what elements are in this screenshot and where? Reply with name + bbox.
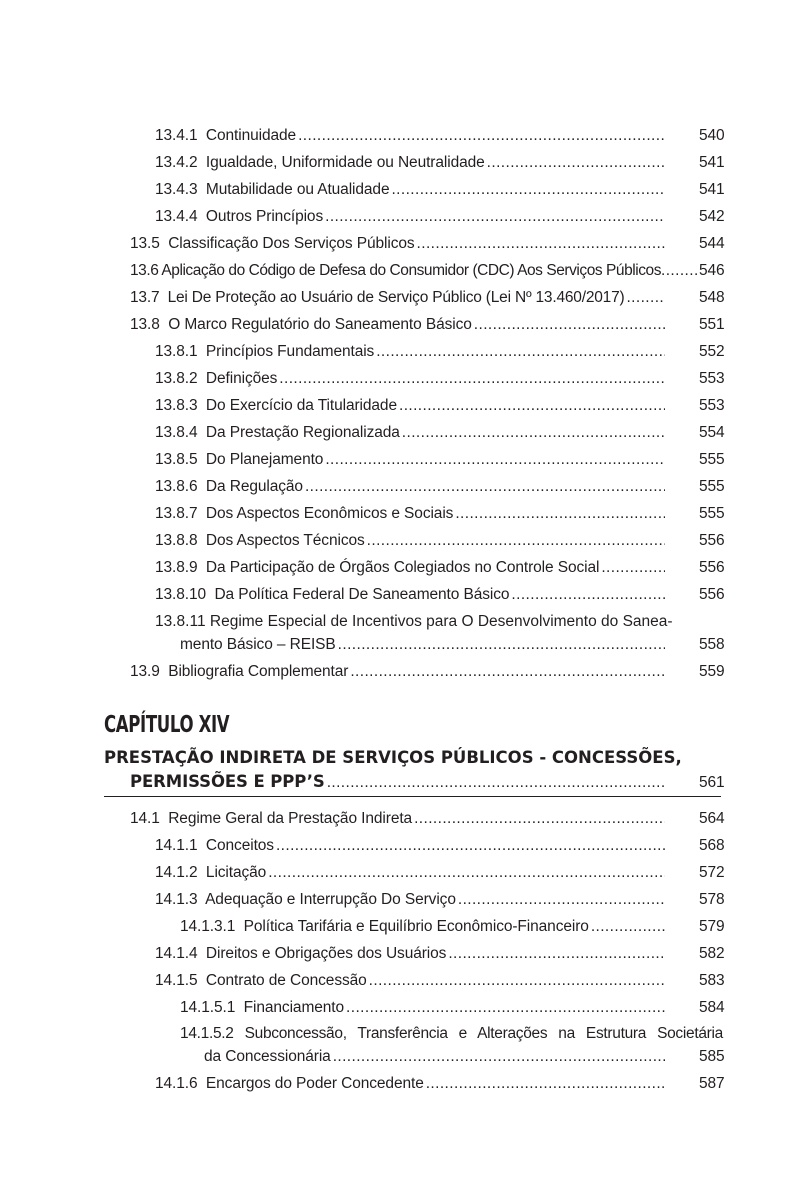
toc-entry[interactable] xyxy=(130,658,723,685)
chapter-label: CAPÍTULO XIV xyxy=(104,712,230,738)
dot-leader xyxy=(426,1070,665,1097)
toc-entry-page: 578 xyxy=(699,891,725,908)
toc-entry-title: Da Participação de Órgãos Colegiados no Controle Social xyxy=(205,559,600,576)
toc-entry-page: 541 xyxy=(699,181,725,198)
dot-leader xyxy=(474,311,665,338)
toc-entry[interactable] xyxy=(155,527,723,554)
toc-entry-number: 13.8.2 xyxy=(155,370,198,387)
toc-entry-page: 551 xyxy=(699,316,725,333)
toc-entry[interactable] xyxy=(180,994,723,1021)
toc-entry[interactable] xyxy=(155,365,723,392)
toc-entry-page: 556 xyxy=(699,586,725,603)
dot-leader xyxy=(448,940,665,967)
dot-leader xyxy=(369,967,665,994)
toc-entry-title: Aplicação do Código de Defesa do Consumidor (CDC) Aos Serviços Públicos xyxy=(161,262,662,279)
toc-entry-number: 13.8.9 xyxy=(155,559,198,576)
toc-entry[interactable] xyxy=(180,631,723,658)
toc-entry-title: Dos Aspectos Técnicos xyxy=(205,532,365,549)
chapter-toc-entry[interactable] xyxy=(130,768,723,795)
toc-entry-title: Adequação e Interrupção Do Serviço xyxy=(205,891,456,908)
toc-entry-number: 13.4.3 xyxy=(155,181,198,198)
toc-entry-page: 564 xyxy=(699,810,725,827)
dot-leader xyxy=(511,581,665,608)
toc-entry-title: Direitos e Obrigações dos Usuários xyxy=(205,945,447,962)
toc-entry-title: Mutabilidade ou Atualidade xyxy=(205,181,390,198)
toc-entry[interactable] xyxy=(155,122,723,149)
toc-entry-page: 583 xyxy=(699,972,725,989)
toc-entry-title: Classificação Dos Serviços Públicos xyxy=(168,235,415,252)
toc-entry-title: Igualdade, Uniformidade ou Neutralidade xyxy=(205,154,485,171)
toc-entry-number: 14.1.5.2 xyxy=(180,1025,234,1042)
toc-entry-number: 13.6 xyxy=(130,262,159,279)
toc-entry[interactable] xyxy=(155,554,723,581)
toc-entry[interactable] xyxy=(130,311,723,338)
toc-entry-title: Regime Especial de Incentivos para O Desenvolvimento do Sanea- xyxy=(209,613,673,630)
toc-entry-page: 554 xyxy=(699,424,725,441)
toc-entry-title: Bibliografia Complementar xyxy=(168,663,349,680)
toc-entry-number: 13.8.4 xyxy=(155,424,198,441)
toc-entry-number: 13.5 xyxy=(130,235,160,252)
dot-leader xyxy=(376,338,665,365)
toc-entry[interactable] xyxy=(204,1043,723,1070)
toc-entry-title: Princípios Fundamentais xyxy=(205,343,375,360)
toc-entry-page: 555 xyxy=(699,478,725,495)
dot-leader xyxy=(391,176,665,203)
toc-entry-page: 555 xyxy=(699,505,725,522)
dot-leader xyxy=(346,994,665,1021)
toc-entry-title: Da Prestação Regionalizada xyxy=(205,424,400,441)
toc-entry-number: 14.1.2 xyxy=(155,864,198,881)
toc-entry-page: 548 xyxy=(699,289,725,306)
toc-entry[interactable] xyxy=(155,886,723,913)
toc-entry-number: 14.1.3 xyxy=(155,891,198,908)
dot-leader xyxy=(338,631,665,658)
toc-entry-title: Licitação xyxy=(205,864,267,881)
toc-entry-number: 13.7 xyxy=(130,289,160,306)
toc-entry-title: Do Planejamento xyxy=(205,451,324,468)
toc-entry-title: Outros Princípios xyxy=(205,208,324,225)
dot-leader xyxy=(487,149,665,176)
toc-entry[interactable] xyxy=(155,1070,723,1097)
toc-entry-page: 568 xyxy=(699,837,725,854)
toc-entry-number: 13.8.1 xyxy=(155,343,198,360)
toc-entry-page: 555 xyxy=(699,451,725,468)
toc-entry-title: Contrato de Concessão xyxy=(205,972,367,989)
toc-entry[interactable] xyxy=(180,913,723,940)
dot-leader xyxy=(455,500,665,527)
toc-entry-number: 13.8.8 xyxy=(155,532,198,549)
toc-entry-number: 14.1.5 xyxy=(155,972,198,989)
toc-entry-page: 587 xyxy=(699,1075,725,1092)
chapter-divider xyxy=(104,796,721,797)
toc-entry-page: 579 xyxy=(699,918,725,935)
toc-entry-number: 14.1.3.1 xyxy=(180,918,236,935)
dot-leader xyxy=(367,527,665,554)
dot-leader xyxy=(350,658,665,685)
dot-leader xyxy=(417,230,665,257)
toc-entry-title: Política Tarifária e Equilíbrio Econômico-Financeiro xyxy=(243,918,589,935)
toc-entry[interactable] xyxy=(155,176,723,203)
toc-entry-page: 585 xyxy=(699,1048,725,1065)
toc-entry-number: 13.8.11 xyxy=(155,613,206,630)
toc-entry-title: Da Política Federal De Saneamento Básico xyxy=(214,586,510,603)
toc-entry[interactable] xyxy=(130,805,723,832)
toc-entry-number: 13.4.1 xyxy=(155,127,198,144)
toc-entry-title: Conceitos xyxy=(205,837,274,854)
toc-entry-title-continued: mento Básico – REISB xyxy=(180,636,336,653)
toc-entry-page: 540 xyxy=(699,127,725,144)
toc-entry-page: 561 xyxy=(699,774,725,791)
dot-leader xyxy=(298,122,665,149)
dot-leader xyxy=(402,419,665,446)
dot-leader xyxy=(305,473,665,500)
dot-leader xyxy=(591,913,665,940)
toc-entry-page: 556 xyxy=(699,532,725,549)
toc-entry[interactable] xyxy=(155,581,723,608)
toc-entry-page: 556 xyxy=(699,559,725,576)
toc-entry-number: 13.8.5 xyxy=(155,451,198,468)
toc-entry-number: 13.8.3 xyxy=(155,397,198,414)
toc-entry-number: 13.8.7 xyxy=(155,505,198,522)
dot-leader xyxy=(626,284,665,311)
toc-entry-title: Encargos do Poder Concedente xyxy=(205,1075,424,1092)
dot-leader xyxy=(325,203,665,230)
toc-entry[interactable] xyxy=(155,473,723,500)
toc-entry-number: 13.4.2 xyxy=(155,154,198,171)
toc-entry-page: 553 xyxy=(699,397,725,414)
toc-entry[interactable] xyxy=(155,500,723,527)
toc-entry[interactable] xyxy=(155,392,723,419)
toc-entry-title: Financiamento xyxy=(243,999,345,1016)
toc-entry-title: Regime Geral da Prestação Indireta xyxy=(168,810,413,827)
dot-leader xyxy=(458,886,665,913)
toc-entry-number: 13.8.6 xyxy=(155,478,198,495)
dot-leader xyxy=(276,832,665,859)
toc-entry[interactable] xyxy=(130,284,723,311)
toc-entry[interactable] xyxy=(155,419,723,446)
toc-entry-number: 14.1 xyxy=(130,810,160,827)
toc-entry-title: Continuidade xyxy=(205,127,297,144)
dot-leader xyxy=(333,1043,665,1070)
toc-entry[interactable] xyxy=(130,230,723,257)
dot-leader xyxy=(414,805,665,832)
toc-entry-title: Do Exercício da Titularidade xyxy=(205,397,397,414)
toc-entry-title: Dos Aspectos Econômicos e Sociais xyxy=(205,505,454,522)
toc-entry-page: 544 xyxy=(699,235,725,252)
toc-entry-page: 582 xyxy=(699,945,725,962)
toc-entry[interactable] xyxy=(155,149,723,176)
toc-entry-number: 13.4.4 xyxy=(155,208,198,225)
chapter-title-line1[interactable]: PRESTAÇÃO INDIRETA DE SERVIÇOS PÚBLICOS - CONCESSÕES, xyxy=(104,748,682,767)
dot-leader xyxy=(325,446,665,473)
toc-entry-title-continued: da Concessionária xyxy=(204,1048,331,1065)
toc-entry-page: 559 xyxy=(699,663,725,680)
toc-entry-number: 14.1.4 xyxy=(155,945,198,962)
dot-leader xyxy=(661,257,699,284)
toc-entry-page: 542 xyxy=(699,208,725,225)
dot-leader xyxy=(399,392,665,419)
toc-entry-page: 553 xyxy=(699,370,725,387)
toc-entry[interactable] xyxy=(155,338,723,365)
toc-entry-number: 14.1.6 xyxy=(155,1075,198,1092)
toc-entry[interactable] xyxy=(155,859,723,886)
toc-entry-title: Lei De Proteção ao Usuário de Serviço Público (Lei Nº 13.460/2017) xyxy=(167,289,625,306)
toc-entry-title: Subconcessão, Transferência e Alterações na Estrutura Societária xyxy=(244,1025,723,1042)
toc-entry-page: 558 xyxy=(699,636,725,653)
toc-entry[interactable] xyxy=(155,203,723,230)
dot-leader xyxy=(268,859,665,886)
chapter-title-line2: PERMISSÕES E PPP’S xyxy=(130,772,325,791)
toc-entry[interactable] xyxy=(130,257,723,284)
toc-entry-title: Da Regulação xyxy=(205,478,303,495)
dot-leader xyxy=(327,769,665,796)
toc-entry-page: 572 xyxy=(699,864,725,881)
toc-entry-page: 541 xyxy=(699,154,725,171)
toc-entry[interactable] xyxy=(155,967,723,994)
toc-entry[interactable] xyxy=(155,832,723,859)
toc-entry-number: 13.8.10 xyxy=(155,586,207,603)
toc-entry-title: Definições xyxy=(205,370,278,387)
toc-entry-number: 14.1.1 xyxy=(155,837,198,854)
toc-entry-page: 552 xyxy=(699,343,725,360)
toc-entry[interactable] xyxy=(155,940,723,967)
toc-entry-page: 546 xyxy=(699,262,725,279)
toc-entry-page: 584 xyxy=(699,999,725,1016)
toc-entry-number: 14.1.5.1 xyxy=(180,999,236,1016)
dot-leader xyxy=(279,365,665,392)
toc-entry-title: O Marco Regulatório do Saneamento Básico xyxy=(168,316,472,333)
toc-entry-number: 13.9 xyxy=(130,663,160,680)
dot-leader xyxy=(601,554,665,581)
toc-entry[interactable] xyxy=(155,446,723,473)
toc-entry-number: 13.8 xyxy=(130,316,160,333)
